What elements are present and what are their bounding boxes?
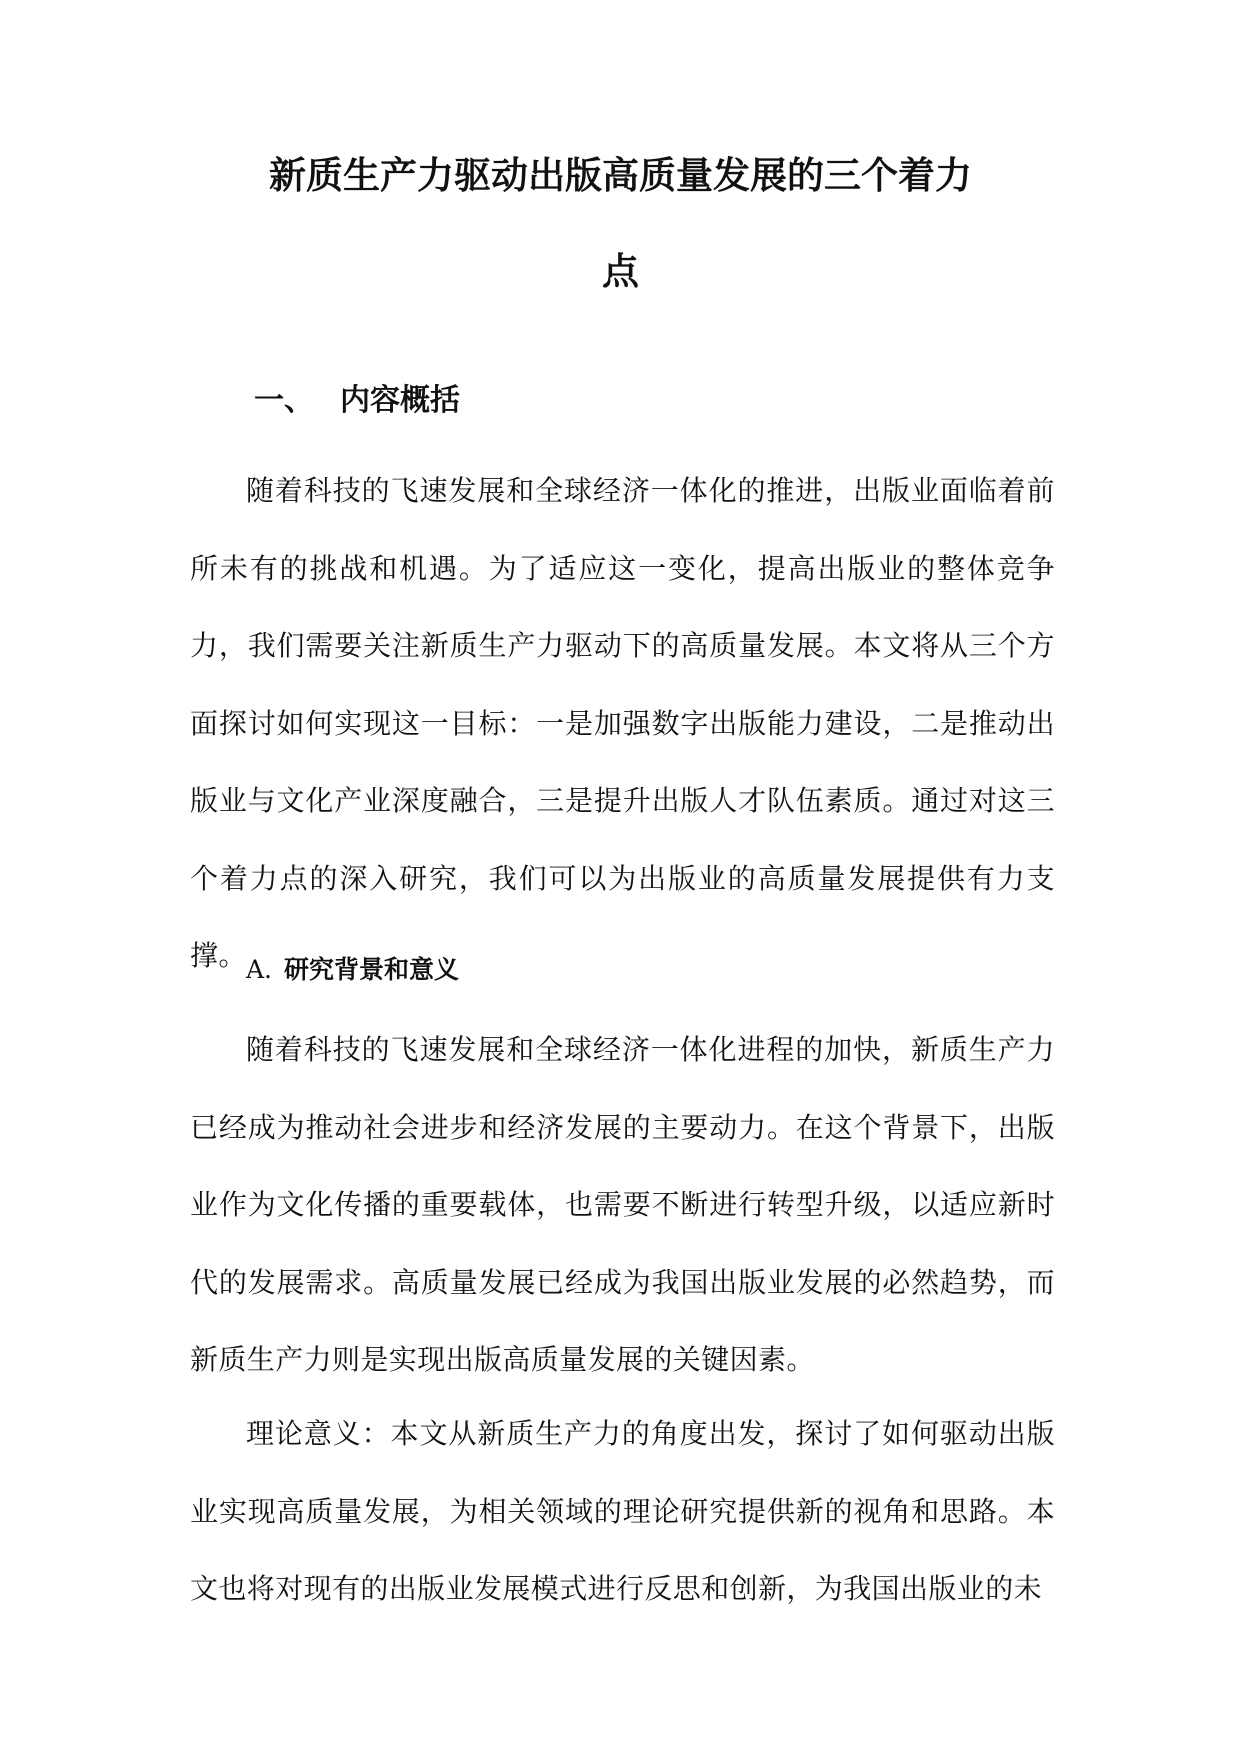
subsection-heading-text: 研究背景和意义 [284, 955, 460, 984]
section-heading-text: 内容概括 [340, 383, 460, 418]
subsection-heading [246, 954, 459, 986]
document-title-line-1: 新质生产力驱动出版高质量发展的三个着力 [269, 154, 972, 197]
background-paragraph: 随着科技的飞速发展和全球经济一体化进程的加快，新质生产力已经成为推动社会进步和经济发展的主要动力。在这个背景下，出版业作为文化传播的重要载体，也需要不断进行转型升级，以适应新时代的发展需求。高质量发展已经成为我国出版业发展的必然趋势，而新质生产力则是实现出版高质量发展的关键因素。 [190, 1033, 1055, 1376]
section-summary-paragraph: 随着科技的飞速发展和全球经济一体化的推进，出版业面临着前所未有的挑战和机遇。为了适应这一变化，提高出版业的整体竞争力，我们需要关注新质生产力驱动下的高质量发展。本文将从三个方面探讨如何实现这一目标：一是加强数字出版能力建设，二是推动出版业与文化产业深度融合，三是提升出版人才队伍素质。通过对这三个着力点的深入研究，我们可以为出版业的高质量发展提供有力支撑。 [190, 474, 1055, 972]
section-number: 一、 [254, 383, 314, 418]
theoretical-significance-paragraph: 理论意义：本文从新质生产力的角度出发，探讨了如何驱动出版业实现高质量发展，为相关领域的理论研究提供新的视角和思路。本文也将对现有的出版业发展模式进行反思和创新，为我国出版业的未 [190, 1417, 1055, 1605]
document-title-line-2: 点 [602, 250, 639, 293]
subsection-number: A. [246, 955, 273, 984]
section-heading [254, 383, 460, 419]
